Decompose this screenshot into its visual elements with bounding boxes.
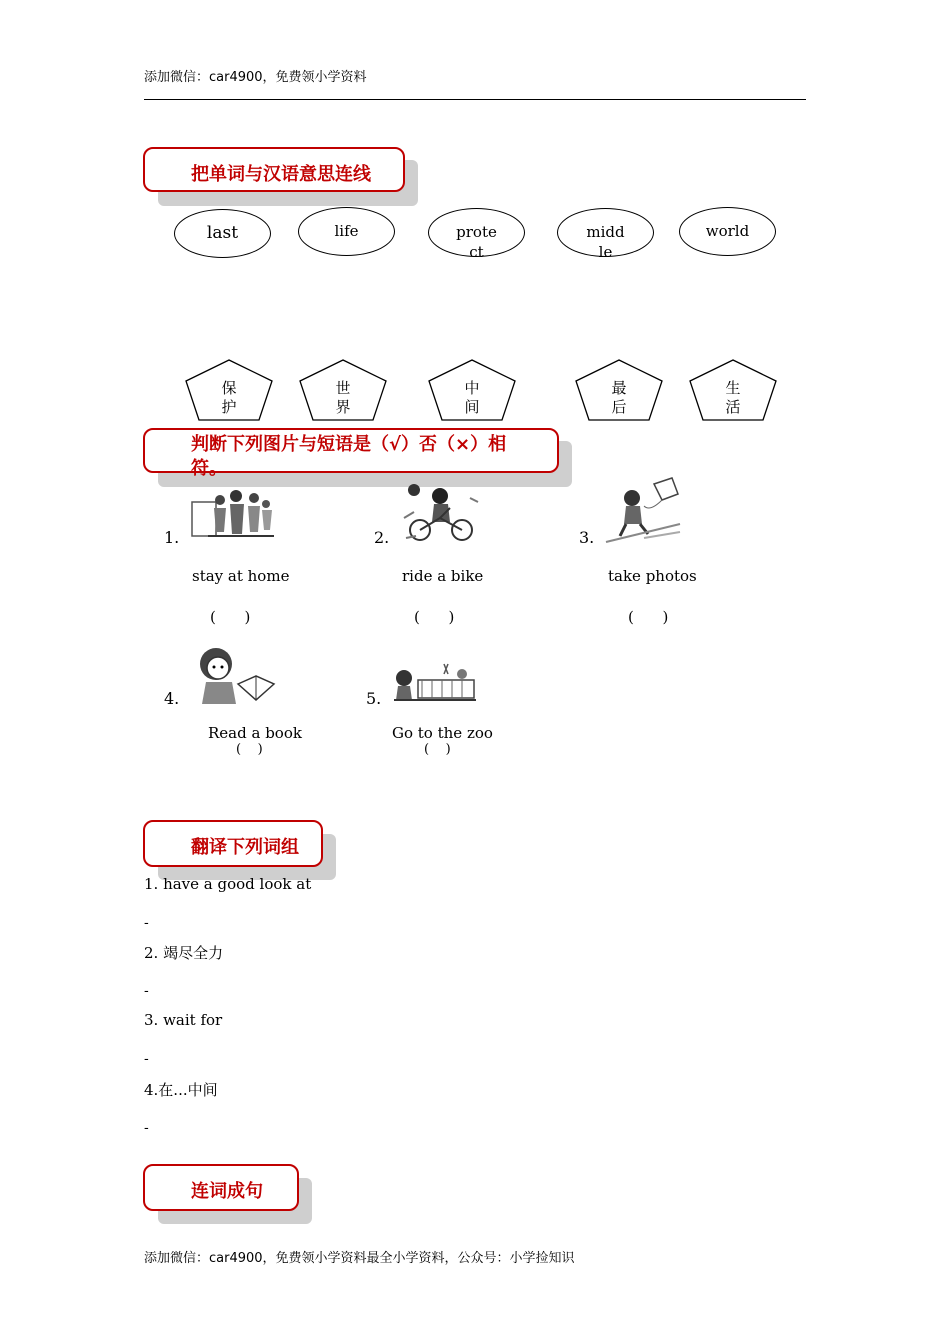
answer-parentheses[interactable]: ( ) bbox=[628, 608, 669, 626]
answer-line[interactable]: - bbox=[144, 983, 149, 999]
answer-parentheses[interactable]: ( ) bbox=[236, 742, 263, 757]
meaning-text: 保护 bbox=[221, 379, 237, 416]
section3-title: 翻译下列词组 bbox=[191, 837, 299, 858]
section2-title-box bbox=[143, 428, 559, 479]
item-phrase: take photos bbox=[608, 567, 697, 585]
header-divider bbox=[144, 99, 806, 100]
word-text: middle bbox=[586, 223, 625, 261]
word-text: last bbox=[206, 223, 239, 243]
word-text: world bbox=[705, 222, 750, 240]
boy-reading-picture bbox=[192, 642, 276, 708]
answer-parentheses[interactable]: ( ) bbox=[414, 608, 455, 626]
section4-title: 连词成句 bbox=[191, 1181, 263, 1202]
item-phrase: Read a book bbox=[208, 724, 302, 742]
item-phrase: ride a bike bbox=[402, 567, 484, 585]
item-number: 4. bbox=[164, 689, 180, 708]
section4-title-box bbox=[143, 1164, 299, 1211]
meaning-pentagon bbox=[575, 359, 663, 421]
word-oval bbox=[679, 207, 776, 256]
translation-question: 3. wait for bbox=[144, 1011, 223, 1029]
word-oval bbox=[428, 208, 525, 261]
meaning-text: 生活 bbox=[725, 379, 741, 416]
word-oval bbox=[174, 209, 271, 258]
page-header-text: 添加微信：car4900，免费领小学资料 bbox=[144, 70, 367, 85]
meaning-text: 中间 bbox=[464, 379, 480, 416]
zoo-picture bbox=[392, 660, 478, 704]
word-oval bbox=[557, 208, 654, 261]
family-at-home-picture bbox=[190, 486, 276, 544]
boy-riding-bike-picture bbox=[400, 478, 480, 544]
item-number: 2. bbox=[374, 528, 390, 547]
meaning-text: 世界 bbox=[335, 379, 351, 416]
answer-parentheses[interactable]: ( ) bbox=[424, 742, 451, 757]
answer-line[interactable]: - bbox=[144, 1120, 149, 1136]
item-number: 1. bbox=[164, 528, 180, 547]
page-footer-text: 添加微信：car4900，免费领小学资料最全小学资料，公众号：小学捡知识 bbox=[144, 1251, 575, 1266]
section1-title: 把单词与汉语意思连线 bbox=[191, 164, 371, 185]
meaning-text: 最后 bbox=[611, 379, 627, 416]
meaning-pentagon bbox=[185, 359, 273, 421]
answer-line[interactable]: - bbox=[144, 915, 149, 931]
translation-question: 4.在...中间 bbox=[144, 1081, 218, 1099]
answer-parentheses[interactable]: ( ) bbox=[210, 608, 251, 626]
item-number: 3. bbox=[579, 528, 595, 547]
word-oval bbox=[298, 207, 395, 256]
translation-question: 1. have a good look at bbox=[144, 875, 312, 893]
section3-title-box bbox=[143, 820, 323, 867]
word-text: life bbox=[334, 222, 359, 240]
meaning-pentagon bbox=[299, 359, 387, 421]
item-number: 5. bbox=[366, 689, 382, 708]
translation-question: 2. 竭尽全力 bbox=[144, 944, 224, 962]
meaning-pentagon bbox=[689, 359, 777, 421]
word-text: protect bbox=[456, 223, 497, 261]
answer-line[interactable]: - bbox=[144, 1051, 149, 1067]
boy-kite-picture bbox=[604, 476, 682, 546]
section1-title-box bbox=[143, 147, 405, 192]
section2-title: 判断下列图片与短语是（√）否（×）相符。 bbox=[191, 434, 507, 479]
meaning-pentagon bbox=[428, 359, 516, 421]
item-phrase: stay at home bbox=[192, 567, 290, 585]
item-phrase: Go to the zoo bbox=[392, 724, 493, 742]
